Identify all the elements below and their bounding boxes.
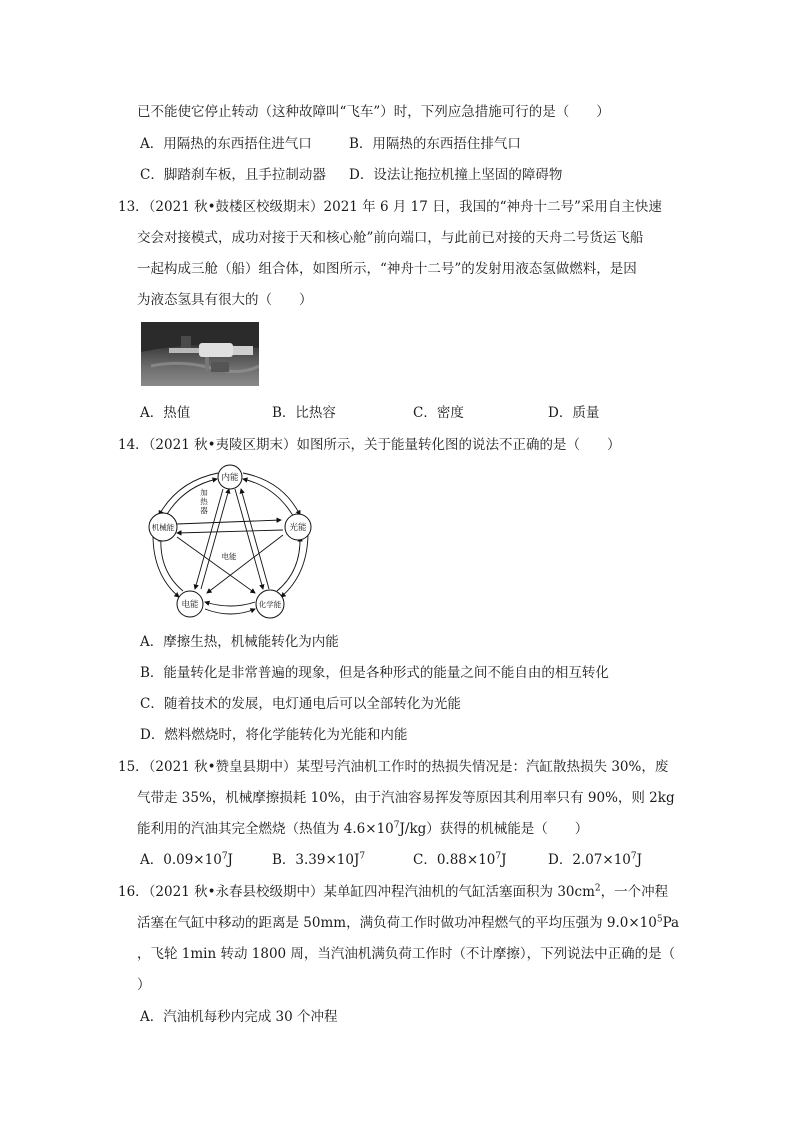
q16-line1-part-a: 16．（2021 秋•永春县校级期中）某单缸四冲程汽油机的气缸活塞面积为 30cm [118,884,595,900]
q13-stem-line1: 13．（2021 秋•鼓楼区校级期末）2021 年 6 月 17 日，我国的“神舟十二号”采用自主快速 [118,199,662,215]
q13-option-a[interactable]: A．热值 [140,405,191,421]
q15-a-unit: J [227,852,233,868]
q13-option-c[interactable]: C．密度 [413,405,464,421]
q14-option-d[interactable]: D．燃料燃烧时，将化学能转化为光能和内能 [140,727,408,743]
q15-c-exp: 7 [495,851,502,862]
q15-option-c[interactable] [413,850,507,870]
q16-stem-line1 [118,882,668,902]
q15-b-exp: 7 [359,851,366,862]
q16-line2-part-a: 活塞在气缸中移动的距离是 50mm，满负荷工作时做功冲程燃气的平均压强为 9.0×10 [137,915,657,931]
q15-line3-exponent: 7 [393,820,400,831]
q13-stem-line4: 为液态氢具有很大的（ ） [137,292,313,308]
q15-line3-part-a: 能利用的汽油其完全燃烧（热值为 4.6×10 [137,821,394,837]
q12-option-a[interactable]: A．用隔热的东西捂住进气口 [140,136,312,152]
q15-c-base: C．0.88×10 [413,852,496,868]
q16-stem-line4: ） [137,977,151,993]
node-mechanical-energy: 机械能 [151,523,175,532]
q16-line2-exponent: 5 [656,914,663,925]
energy-conversion-diagram [143,463,318,621]
q15-option-a[interactable] [140,850,233,870]
q14-option-b[interactable]: B．能量转化是非常普遍的现象，但是各种形式的能量之间不能自由的相互转化 [140,665,609,681]
q15-stem-line1: 15．（2021 秋•赞皇县期中）某型号汽油机工作时的热损失情况是：汽缸散热损失 30%，废 [118,759,669,775]
q13-stem-line2: 交会对接模式，成功对接于天和核心舱”前向端口，与此前已对接的天舟二号货运飞船 [137,230,644,246]
q15-a-base: A．0.09×10 [140,852,222,868]
q15-stem-line2: 气带走 35%，机械摩擦损耗 10%，由于汽油容易挥发等原因其利用率只有 90%，则 2kg [137,790,675,806]
q15-b-base: B．3.39×10J [272,852,360,868]
node-internal-energy: 内能 [221,473,239,483]
node-electric-energy: 电能 [181,600,199,610]
q12-option-c[interactable]: C．脚踏刹车板，且手拉制动器 [140,167,326,183]
q12-option-d[interactable]: D．设法让拖拉机撞上坚固的障碍物 [349,167,563,183]
q15-stem-line3 [137,819,588,839]
q16-line1-part-b: ，一个冲程 [600,884,669,900]
q13-option-b[interactable]: B．比热容 [272,405,336,421]
q16-stem-line3: ，飞轮 1min 转动 1800 周，当汽油机满负荷工作时（不计摩擦），下列说法中正确的是（ [137,946,676,962]
q13-stem-line3: 一起构成三舱（船）组合体，如图所示，“神舟十二号”的发射用液态氢做燃料，是因 [137,261,637,277]
q12-option-b[interactable]: B．用隔热的东西捂住排气口 [349,136,521,152]
label-heater-2: 热 [200,497,208,506]
q15-line3-part-b: J/kg）获得的机械能是（ ） [399,821,589,837]
label-lamp: 电能 [221,552,237,561]
q13-option-d[interactable]: D．质量 [548,405,600,421]
q16-stem-line2 [137,913,679,933]
q15-d-base: D．2.07×10 [548,852,631,868]
q15-a-exp: 7 [221,851,228,862]
node-chemical-energy: 化学能 [258,600,282,609]
q15-d-exp: 7 [630,851,637,862]
q14-stem-line1: 14．（2021 秋•夷陵区期末）如图所示，关于能量转化图的说法不正确的是（ ） [118,437,621,453]
space-station-photo [141,322,259,386]
q14-option-a[interactable]: A．摩擦生热，机械能转化为内能 [140,634,339,650]
q15-option-d[interactable] [548,850,642,870]
label-heater-3: 器 [200,506,208,515]
node-light-energy: 光能 [289,523,307,533]
q14-option-c[interactable]: C．随着技术的发展，电灯通电后可以全部转化为光能 [140,696,461,712]
q16-option-a[interactable]: A．汽油机每秒内完成 30 个冲程 [140,1009,338,1025]
q16-line1-exponent: 2 [594,883,601,894]
q15-option-b[interactable] [272,850,365,870]
q16-line2-part-b: Pa [662,915,680,931]
label-heater-1: 加 [200,488,208,497]
q15-d-unit: J [636,852,643,868]
q12-stem-line1: 已不能使它停止转动（这种故障叫“飞车”）时，下列应急措施可行的是（ ） [137,104,610,120]
q15-c-unit: J [501,852,507,868]
